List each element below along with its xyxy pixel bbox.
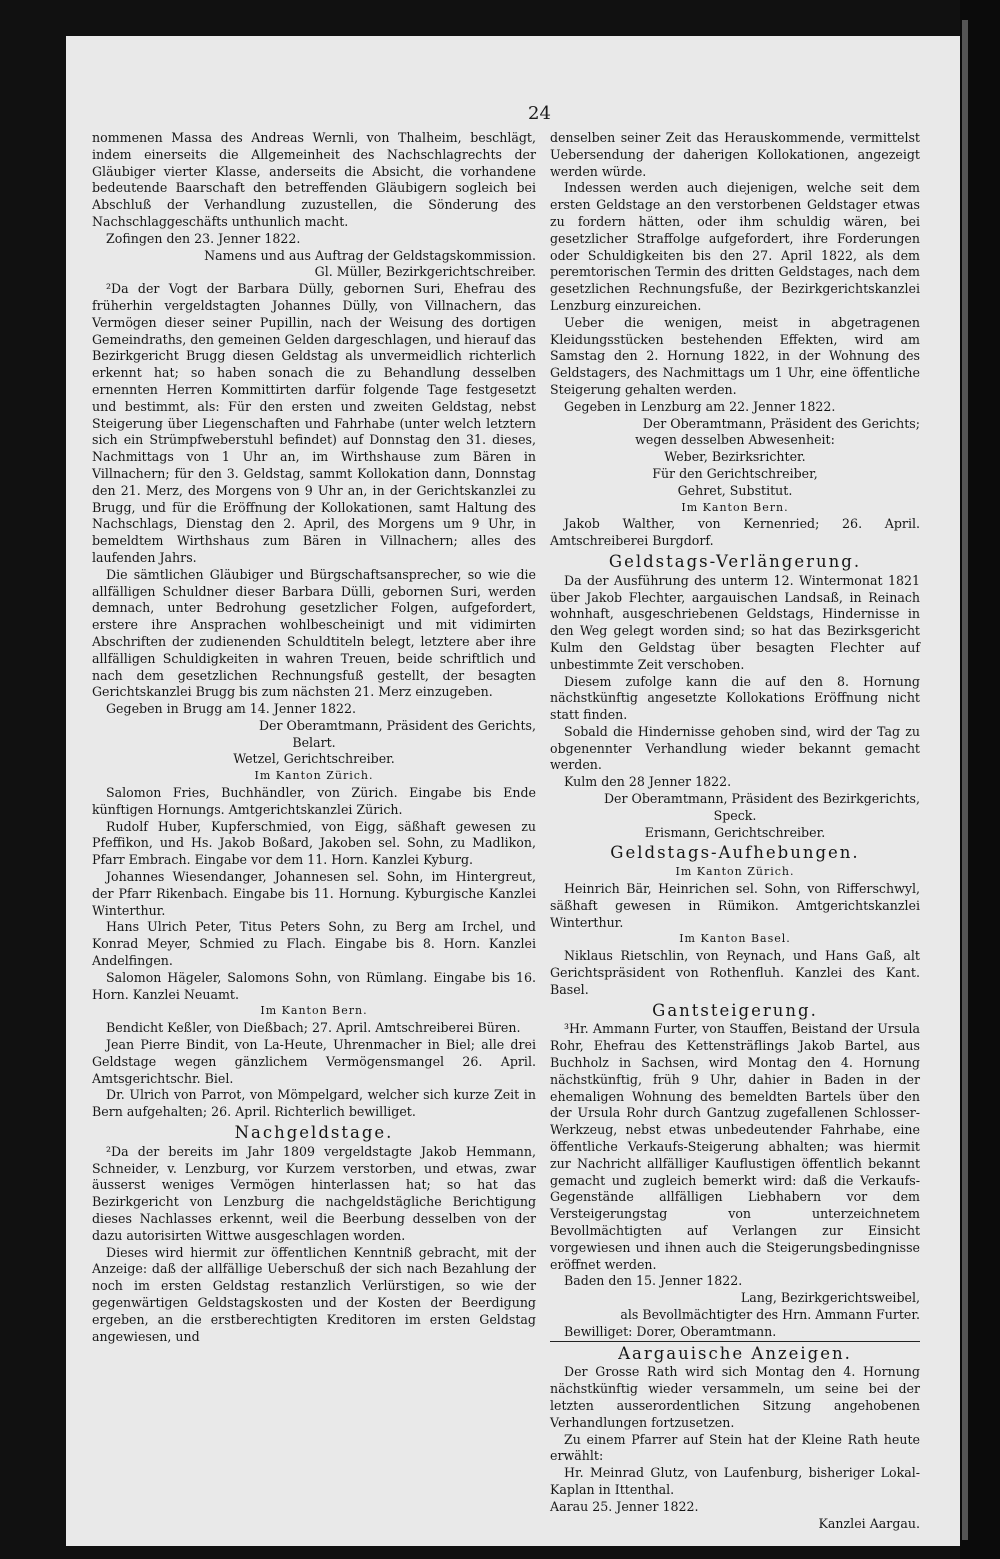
left-paragraph: Zofingen den 23. Jenner 1822.: [106, 230, 301, 246]
right-signature-line: Kanzlei Aargau.: [818, 1515, 920, 1531]
right-signature-line: Der Oberamtmann, Präsident des Bezirkgerichts,: [603, 791, 920, 807]
left-signature-line: Belart.: [292, 734, 336, 750]
right-signature-line: Weber, Bezirksrichter.: [664, 449, 806, 465]
right-paragraph: Baden den 15. Jenner 1822.: [564, 1273, 743, 1289]
right-paragraph: Sobald die Hindernisse gehoben sind, wird der Tag zu obgenennter Verhandlung wieder bekannt gemacht werden.: [550, 723, 920, 773]
right-signature-line: Speck.: [713, 807, 757, 823]
right-signature-line: Für den Gerichtschreiber,: [652, 465, 818, 481]
right-section-heading: Geldstags-Verlängerung.: [608, 551, 862, 571]
right-paragraph: denselben seiner Zeit das Herauskommende, vermittelst Uebersendung der daherigen Kollokationen, angezeigt werden würde.: [550, 130, 920, 179]
left-paragraph: Hans Ulrich Peter, Titus Peters Sohn, zu Berg am Irchel, und Konrad Meyer, Schmied zu Flach. Eingabe bis 8. Horn. Kanzlei Andelfingen.: [92, 919, 536, 969]
right-paragraph: Aarau 25. Jenner 1822.: [550, 1498, 699, 1514]
right-signature-line: Gehret, Substitut.: [677, 482, 793, 498]
right-paragraph: Diesem zufolge kann die auf den 8. Hornung nächstkünftig angesetzte Kollokations Eröffnung nicht statt finden.: [550, 673, 920, 723]
right-canton-subheading: Im Kanton Zürich.: [675, 865, 795, 879]
right-paragraph: Ueber die wenigen, meist in abgetragenen Kleidungsstücken bestehenden Effekten, wird am Samstag den 2. Hornung 1822, in der Wohnung des Geldstagers, des Nachmittags um 1 Uhr, eine öffentliche Steigerung gehalten werden.: [550, 314, 920, 397]
left-paragraph: Rudolf Huber, Kupferschmied, von Eigg, säßhaft gewesen zu Pfeffikon, und Hs. Jakob Boßard, Jakoben sel. Sohn, zu Madlikon, Pfarr Embrach. Eingabe vor dem 11. Horn. Kanzlei Kyburg.: [92, 818, 536, 868]
right-paragraph: ³Hr. Ammann Furter, von Stauffen, Beistand der Ursula Rohr, Ehefrau des Kettensträflings Jakob Bartel, aus Buchholz in Sachsen, wird Montag den 4. Hornung nächstkünftig, früh 9 Uhr, dahier in Baden in der ehemaligen Wohnung des bemeldten Bartels über den der Ursula Rohr durch Gantzug zugefallenen Schlosser-Werkzeug, nebst etwas unbedeutender Fahrhabe, eine öffentliche Verkaufs-Steigerung abhalten; was hiermit zur Nachricht allfälliger Kauflustigen öffentlich bekannt gemacht und zugleich bemerkt wird: daß die Verkaufs-Gegenstände allfälligen Liebhabern vor dem Versteigerungstag von unterzeichnetem Bevollmächtigten auf Verlangen zur Einsicht vorgewiesen und ihnen auch die Steigerungsbedingnisse eröffnet werden.: [550, 1021, 920, 1272]
right-paragraph: Hr. Meinrad Glutz, von Laufenburg, bisheriger Lokal-Kaplan in Ittenthal.: [550, 1465, 920, 1497]
right-signature-line: als Bevollmächtigter des Hrn. Ammann Furter.: [620, 1306, 920, 1322]
right-paragraph: Gegeben in Lenzburg am 22. Jenner 1822.: [564, 398, 836, 414]
left-signature-line: Der Oberamtmann, Präsident des Gerichts,: [258, 717, 536, 733]
right-paragraph: Indessen werden auch diejenigen, welche seit dem ersten Geldstage an den verstorbenen Geldstager etwas zu fordern hätten, oder ihm schuldig wären, bei gesetzlicher Straffolge aufgefordert, ihre Forderungen oder Schuldigkeiten bis den 27. April 1822, als dem peremtorischen Termin des dritten Geldstages, nach dem gesetzlichen Rechnungsfuße, der Bezirkgerichtskanzlei Lenzburg einzureichen.: [550, 180, 920, 313]
left-paragraph: Jean Pierre Bindit, von La-Heute, Uhrenmacher in Biel; alle drei Geldstage wegen gänzlichem Vermögensmangel 26. April. Amtsgerichtschr. Biel.: [92, 1037, 536, 1086]
right-canton-subheading: Im Kanton Bern.: [681, 500, 789, 514]
right-section-heading: Aargauische Anzeigen.: [618, 1343, 852, 1363]
left-paragraph: Bendicht Keßler, von Dießbach; 27. April. Amtschreiberei Büren.: [106, 1020, 521, 1036]
right-divider: [550, 1341, 920, 1342]
left-paragraph: Gegeben in Brugg am 14. Jenner 1822.: [106, 701, 357, 717]
left-paragraph: ²Da der Vogt der Barbara Dülly, gebornen Suri, Ehefrau des früherhin vergeldstagten Johannes Dülly, von Villnachern, das Vermögen dieser seiner Pupillin, nach der Weisung des dortigen Gemeindraths, den gemeinen Gelden dargeschlagen, und hierauf das Bezirkgericht Brugg diesen Geldstag als unvermeidlich richterlich erkennt hat; so haben sonach die zu Behandlung desselben ernennten Herren Kommittirten darfür folgende Tage festgesetzt und bestimmt, als: Für den ersten und zweiten Geldstag, nebst Steigerung über Liegenschaften und Fahrhabe (unter welch letztern sich ein Strümpfweberstuhl befindet) auf Donnstag den 31. dieses, Nachmittags von 1 Uhr an, im Wirthshause zum Bären in Villnachern; für den 3. Geldstag, sammt Kollokation dann, Donnstag den 21. Merz, des Morgens von 9 Uhr an, in der Gerichtskanzlei zu Brugg, und für die Eröffnung der Kollokationen, samt Haltung des Nachschlags, Dienstag den 2. April, des Morgens um 9 Uhr, in bemeldtem Wirthshaus zum Bären in Villnachern; alles des laufenden Jahrs.: [92, 281, 536, 565]
right-signature-line: Der Oberamtmann, Präsident des Gerichts;: [642, 415, 920, 431]
left-paragraph: Salomon Fries, Buchhändler, von Zürich. Eingabe bis Ende künftigen Hornungs. Amtgerichtskanzlei Zürich.: [92, 785, 536, 817]
right-canton-subheading: Im Kanton Basel.: [679, 932, 791, 946]
left-signature-line: Gl. Müller, Bezirkgerichtschreiber.: [314, 264, 536, 280]
left-paragraph: ²Da der bereits im Jahr 1809 vergeldstagte Jakob Hemmann, Schneider, v. Lenzburg, vor Kurzem verstorben, und etwas, zwar äusserst weniges Vermögen hinterlassen hat; so hat das Bezirkgericht von Lenzburg die nachgeldstägliche Berichtigung dieses Nachlasses erkennt, weil die Beerbung desselben von der dazu autorisirten Wittwe ausgeschlagen worden.: [92, 1143, 536, 1243]
right-signature-line: wegen desselben Abwesenheit:: [635, 432, 835, 448]
right-paragraph: Der Grosse Rath wird sich Montag den 4. Hornung nächstkünftig wieder versammeln, um seine bei der letzten ausserordentlichen Sitzung angehobenen Verhandlungen fortzusetzen.: [550, 1364, 920, 1430]
right-paragraph: Niklaus Rietschlin, von Reynach, und Hans Gaß, alt Gerichtspräsident von Rothenfluh. Kanzlei des Kant. Basel.: [550, 948, 920, 997]
left-paragraph: Johannes Wiesendanger, Johannesen sel. Sohn, im Hintergreut, der Pfarr Rikenbach. Eingabe bis 11. Hornung. Kyburgische Kanzlei Winterthur.: [92, 869, 536, 918]
right-paragraph: Heinrich Bär, Heinrichen sel. Sohn, von Rifferschwyl, säßhaft gewesen in Rümikon. Amtgerichtskanzlei Winterthur.: [550, 881, 920, 930]
right-paragraph: Kulm den 28 Jenner 1822.: [564, 774, 732, 790]
left-section-heading: Nachgeldstage.: [234, 1123, 394, 1143]
right-paragraph: Da der Ausführung des unterm 12. Wintermonat 1821 über Jakob Flechter, aargauischen Landsaß, in Reinach wohnhaft, ausgeschriebenen Geldstags, Hindernisse in den Weg gelegt worden sind; so hat das Bezirksgericht Kulm den Geldstag über besagten Flechter auf unbestimmte Zeit verschoben.: [550, 572, 920, 672]
left-paragraph: Die sämtlichen Gläubiger und Bürgschaftsansprecher, so wie die allfälligen Schuldner dieser Barbara Dülli, gebornen Suri, werden demnach, unter Bedrohung gesetzlicher Folgen, aufgefordert, erstere ihre Ansprachen wohlbescheinigt und mit vidimirten Abschriften der zudienenden Schuldtiteln belegt, letztere aber ihre allfälligen Schuldigkeiten in wahren Treuen, beide schriftlich und nach dem gesetzlichen Rechnungsfuß gestellt, der besagten Gerichtskanzlei Brugg bis zum nächsten 21. Merz einzugeben.: [92, 566, 536, 700]
left-paragraph: Dr. Ulrich von Parrot, von Mömpelgard, welcher sich kurze Zeit in Bern aufgehalten; 26. April. Richterlich bewilliget.: [92, 1087, 536, 1120]
adjacent-page-edge: [962, 20, 968, 1540]
left-paragraph: nommenen Massa des Andreas Wernli, von Thalheim, beschlägt, indem einerseits die Allgemeinheit des Nachschlagrechts der Gläubiger vierter Klasse, anderseits die Absicht, die vorhandene bedeutende Baarschaft den betreffenden Gläubigern sogleich bei Abschluß der Verhandlung zuzustellen, die Sönderung des Nachschlaggeschäfts unthunlich macht.: [92, 130, 536, 229]
left-paragraph: Salomon Hägeler, Salomons Sohn, von Rümlang. Eingabe bis 16. Horn. Kanzlei Neuamt.: [92, 969, 536, 1002]
right-section-heading: Geldstags-Aufhebungen.: [610, 843, 860, 863]
left-column: [92, 130, 536, 1345]
left-canton-subheading: Im Kanton Bern.: [260, 1004, 368, 1018]
page-number: 24: [528, 103, 551, 124]
right-signature-line: Erismann, Gerichtschreiber.: [644, 824, 826, 840]
right-section-heading: Gantsteigerung.: [652, 1000, 818, 1020]
right-paragraph: Jakob Walther, von Kernenried; 26. April. Amtschreiberei Burgdorf.: [550, 516, 920, 549]
right-paragraph: Zu einem Pfarrer auf Stein hat der Kleine Rath heute erwählt:: [550, 1431, 920, 1464]
left-paragraph: Dieses wird hiermit zur öffentlichen Kenntniß gebracht, mit der Anzeige: daß der allfällige Ueberschuß der sich nach Bezahlung der noch im ersten Geldstag restanzlich Verlürstigen, so wie der gegenwärtigen Geldstagskosten und der Kosten der Beerdigung ergeben, an die erstberechtigten Kreditoren im ersten Geldstag angewiesen, und: [92, 1244, 536, 1344]
left-signature-line: Namens und aus Auftrag der Geldstagskommission.: [204, 247, 536, 263]
left-canton-subheading: Im Kanton Zürich.: [254, 769, 374, 783]
left-signature-line: Wetzel, Gerichtschreiber.: [233, 751, 395, 767]
right-signature-line: Lang, Bezirkgerichtsweibel,: [740, 1290, 920, 1306]
right-paragraph: Bewilliget: Dorer, Oberamtmann.: [564, 1323, 777, 1339]
right-column: [550, 130, 920, 1532]
